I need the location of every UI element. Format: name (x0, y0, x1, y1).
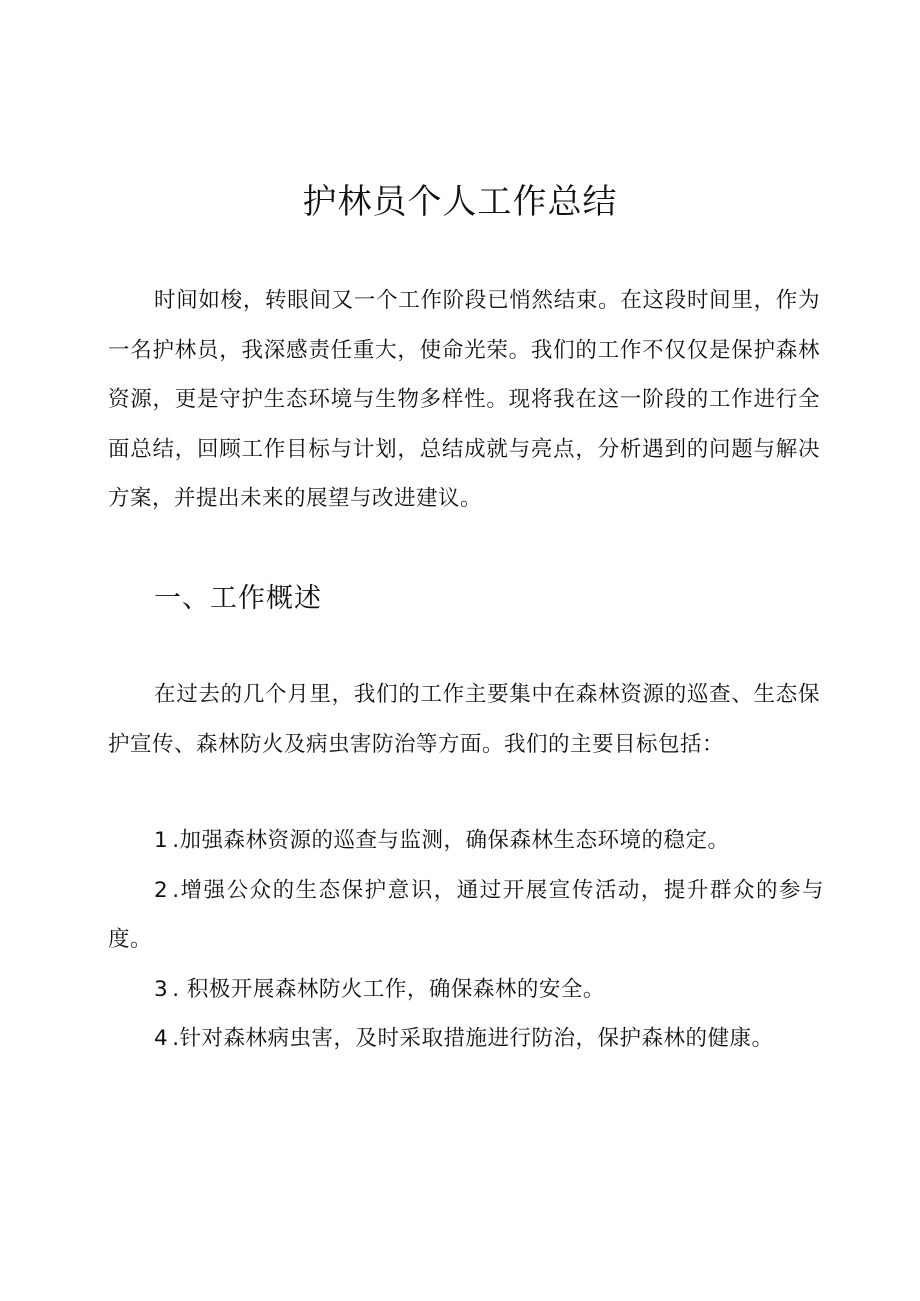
goal-number: 3 (154, 976, 169, 1002)
document-title: 护林员个人工作总结 (302, 182, 618, 222)
goals-list (108, 816, 824, 1064)
goal-text: .加强森林资源的巡查与监测，确保森林生态环境的稳定。 (172, 828, 730, 853)
section-heading-overview: 一、工作概述 (154, 583, 322, 614)
goal-item-3 (108, 965, 824, 1015)
goal-number: 4 (154, 1026, 169, 1051)
goal-number: 2 (154, 877, 169, 903)
overview-paragraph: 在过去的几个月里，我们的工作主要集中在森林资源的巡查、生态保护宣传、森林防火及病虫害防治等方面。我们的主要目标包括： (108, 682, 820, 757)
goal-item-1 (108, 816, 824, 866)
goal-text: .增强公众的生态保护意识，通过开展宣传活动，提升群众的参与度。 (108, 877, 824, 952)
goal-item-2 (108, 866, 824, 965)
goal-item-4 (108, 1014, 824, 1064)
intro-paragraph: 时间如梭，转眼间又一个工作阶段已悄然结束。在这段时间里，作为一名护林员，我深感责任重大，使命光荣。我们的工作不仅仅是保护森林资源，更是守护生态环境与生物多样性。现将我在这一阶段的工作进行全面总结，回顾工作目标与计划，总结成就与亮点，分析遇到的问题与解决方案，并提出未来的展望与改进建议。 (108, 288, 820, 511)
goal-text: .针对森林病虫害，及时采取措施进行防治，保护森林的健康。 (172, 1026, 774, 1051)
goal-number: 1 (154, 828, 169, 853)
goal-text: . 积极开展森林防火工作，确保森林的安全。 (172, 976, 605, 1002)
